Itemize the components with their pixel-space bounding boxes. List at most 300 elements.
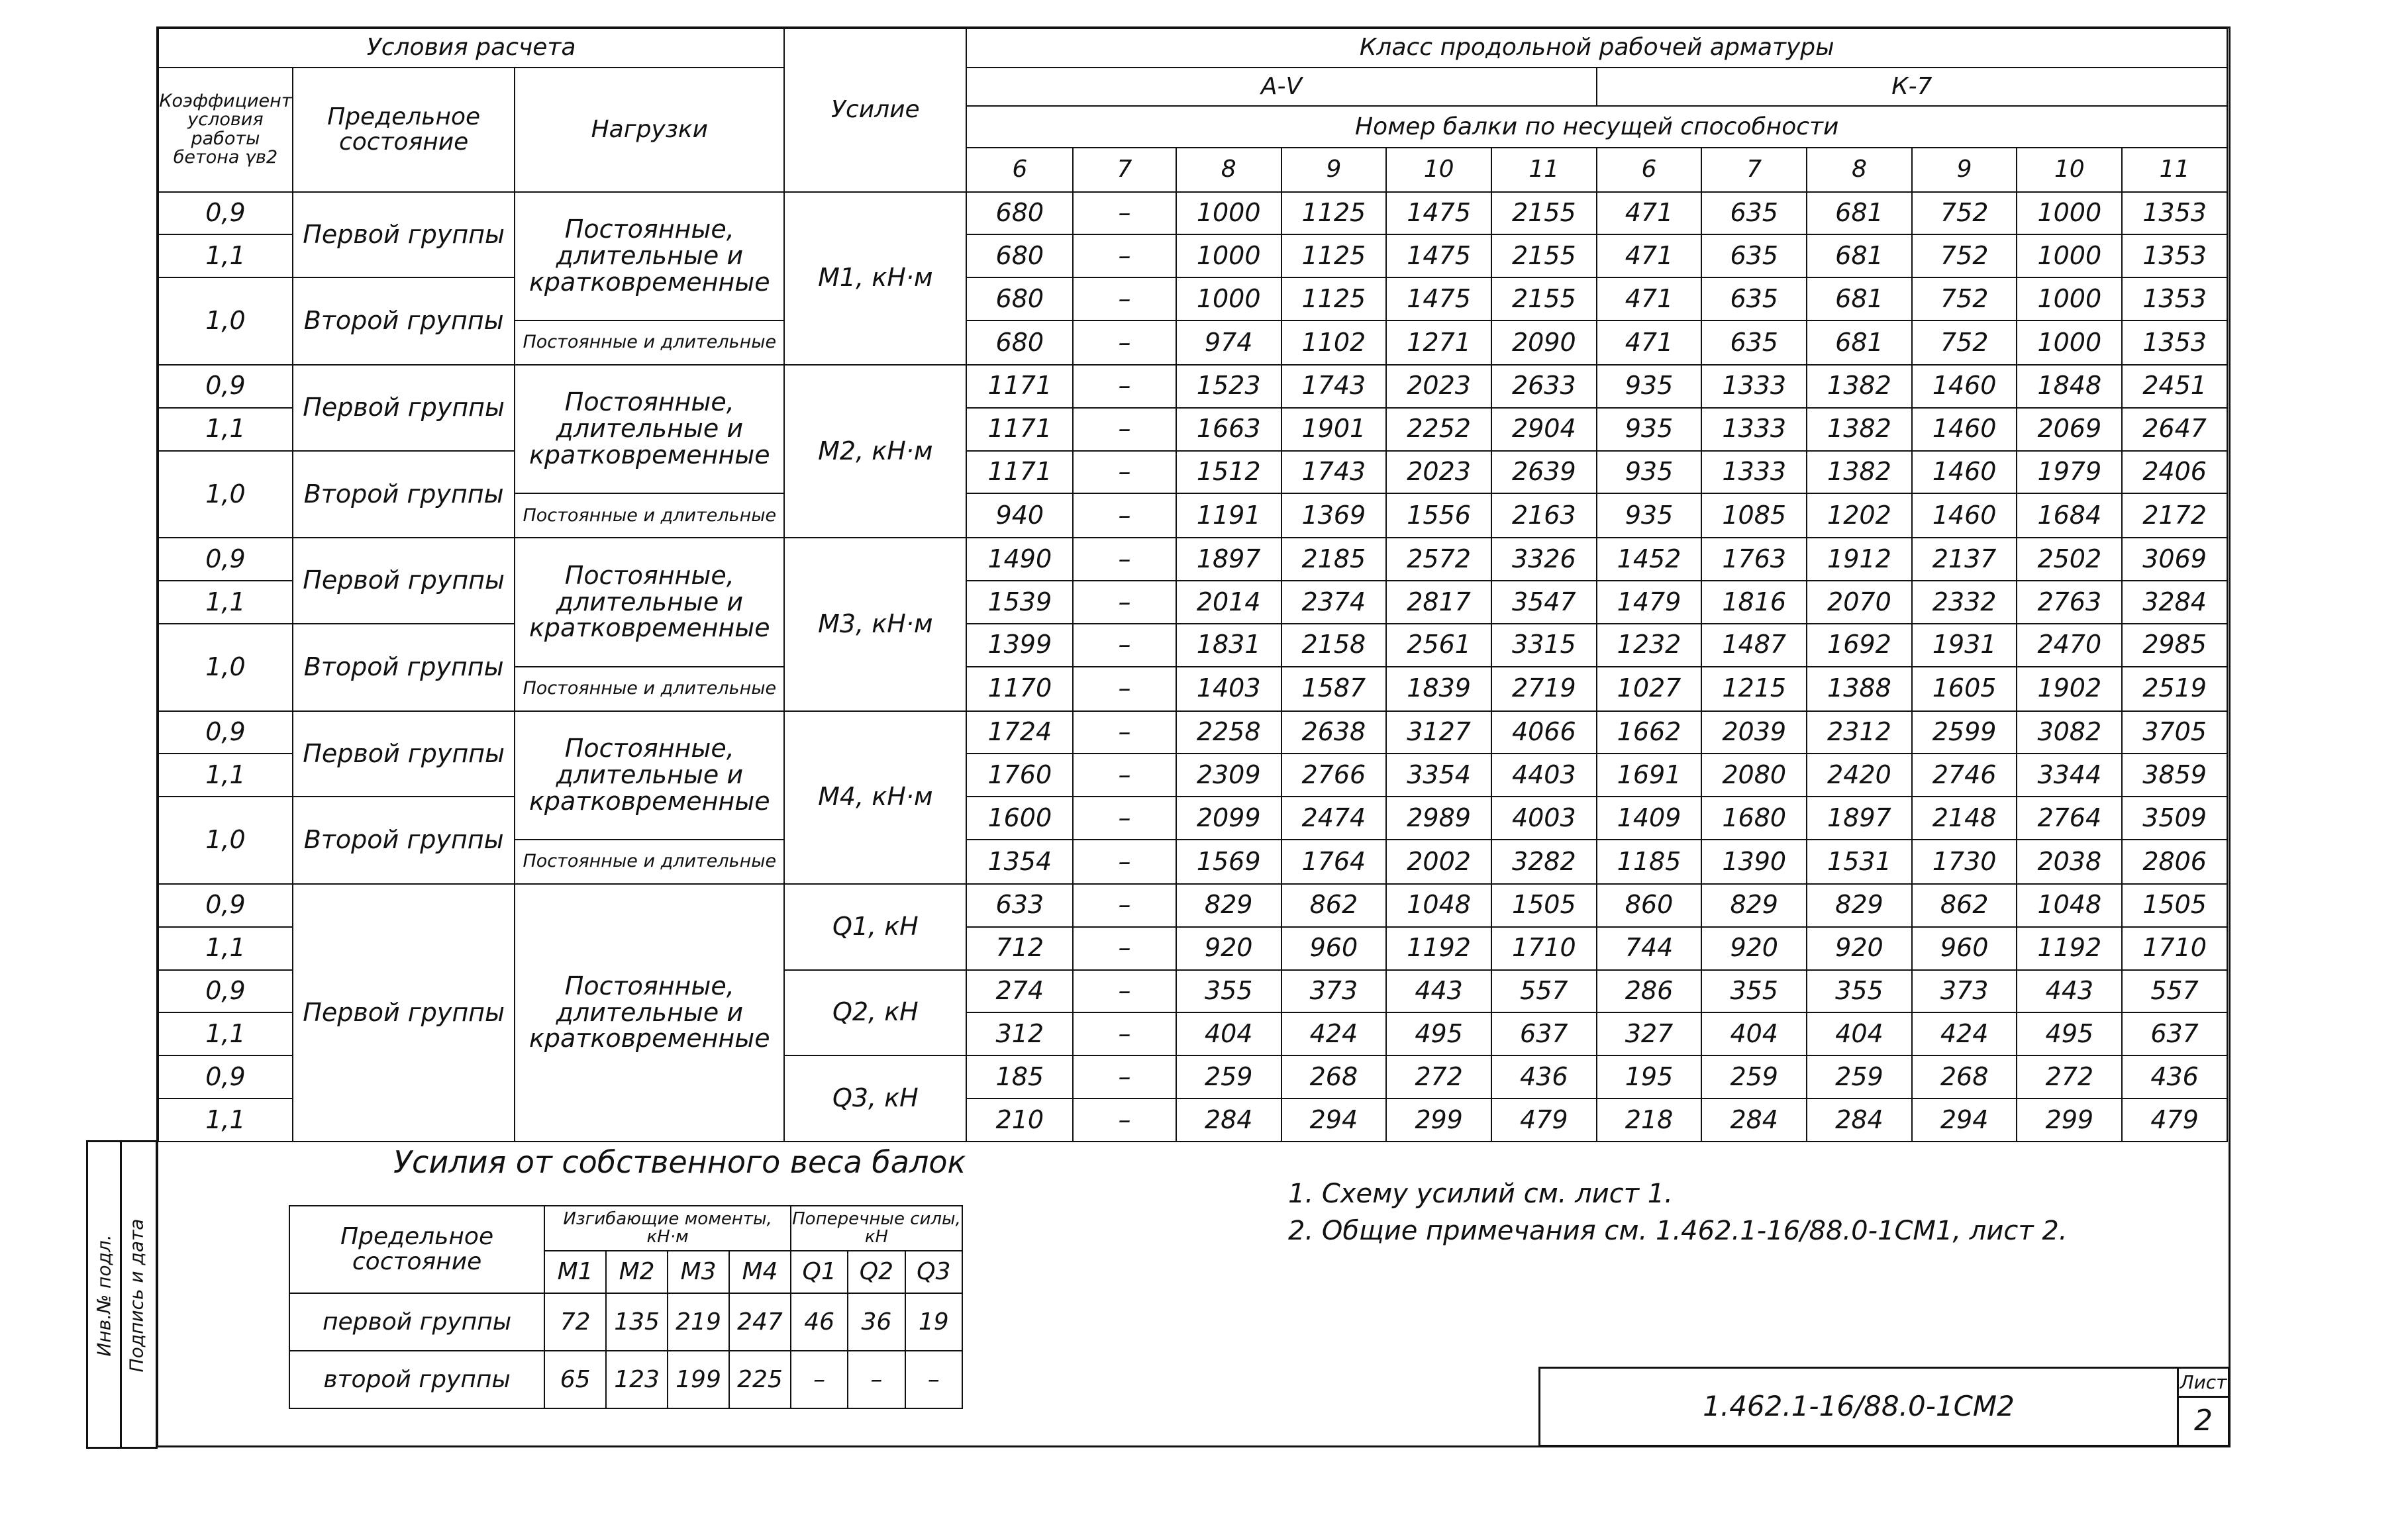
value-cell: 1490 xyxy=(966,538,1073,581)
class-a-header: А-Ⅴ xyxy=(966,68,1596,107)
value-cell: – xyxy=(1073,884,1176,927)
value-cell: 284 xyxy=(1701,1099,1807,1142)
value-cell: 1912 xyxy=(1807,538,1912,581)
value-cell: 404 xyxy=(1701,1012,1807,1055)
sheet-number: 2 xyxy=(2178,1397,2229,1446)
value-cell: 1000 xyxy=(2017,234,2122,277)
loads-full: Постоянные, длительные и кратковременные xyxy=(515,538,784,666)
value-cell: 1333 xyxy=(1701,451,1807,494)
value-cell: 1724 xyxy=(966,711,1073,754)
value-cell: 1452 xyxy=(1597,538,1702,581)
value-cell: 829 xyxy=(1701,884,1807,927)
coef-cell: 1,1 xyxy=(158,754,293,797)
value-cell: 2638 xyxy=(1281,711,1387,754)
value-cell: 2090 xyxy=(1491,320,1597,365)
coef-cell: 1,1 xyxy=(158,927,293,970)
value-cell: 1202 xyxy=(1807,493,1912,538)
value-cell: – xyxy=(1073,754,1176,797)
value-cell: 1691 xyxy=(1597,754,1702,797)
value-cell: 2252 xyxy=(1386,408,1491,451)
col-k-8: 8 xyxy=(1807,148,1912,192)
value-cell: 2332 xyxy=(1912,581,2017,624)
value-cell: 752 xyxy=(1912,320,2017,365)
value-cell: 1460 xyxy=(1912,451,2017,494)
value-cell: 680 xyxy=(966,320,1073,365)
class-k-header: К-7 xyxy=(1597,68,2227,107)
value-cell: – xyxy=(1073,320,1176,365)
value-cell: 2633 xyxy=(1491,365,1597,408)
value-cell: 1839 xyxy=(1386,667,1491,711)
loads-full: Постоянные, длительные и кратковременные xyxy=(515,711,784,840)
value-cell: 424 xyxy=(1912,1012,2017,1055)
value-cell: 1479 xyxy=(1597,581,1702,624)
sw-value: 46 xyxy=(791,1293,848,1351)
value-cell: 299 xyxy=(1386,1099,1491,1142)
value-cell: 3082 xyxy=(2017,711,2122,754)
value-cell: 2023 xyxy=(1386,365,1491,408)
value-cell: 920 xyxy=(1701,927,1807,970)
value-cell: 436 xyxy=(2122,1055,2227,1099)
coef-cell: 0,9 xyxy=(158,711,293,754)
value-cell: 1170 xyxy=(966,667,1073,711)
value-cell: – xyxy=(1073,192,1176,235)
limit-second-group: Второй группы xyxy=(293,277,515,365)
coef-cell: 1,1 xyxy=(158,1012,293,1055)
value-cell: 2406 xyxy=(2122,451,2227,494)
col-a-11: 11 xyxy=(1491,148,1597,192)
value-cell: 327 xyxy=(1597,1012,1702,1055)
sw-col-M4: M4 xyxy=(729,1251,791,1293)
coef-cell: 0,9 xyxy=(158,365,293,408)
value-cell: 2312 xyxy=(1807,711,1912,754)
value-cell: 443 xyxy=(2017,970,2122,1013)
value-cell: 2985 xyxy=(2122,624,2227,667)
value-cell: 2904 xyxy=(1491,408,1597,451)
value-cell: 1487 xyxy=(1701,624,1807,667)
value-cell: 299 xyxy=(2017,1099,2122,1142)
value-cell: 1692 xyxy=(1807,624,1912,667)
value-cell: 633 xyxy=(966,884,1073,927)
value-cell: – xyxy=(1073,234,1176,277)
coef-cell: 0,9 xyxy=(158,192,293,235)
value-cell: 1730 xyxy=(1912,840,2017,884)
value-cell: – xyxy=(1073,451,1176,494)
value-cell: 185 xyxy=(966,1055,1073,1099)
col-k-6: 6 xyxy=(1597,148,1702,192)
sw-col-Q1: Q1 xyxy=(791,1251,848,1293)
value-cell: 1897 xyxy=(1176,538,1281,581)
value-cell: 471 xyxy=(1597,234,1702,277)
value-cell: 680 xyxy=(966,277,1073,320)
value-cell: – xyxy=(1073,538,1176,581)
value-cell: 2309 xyxy=(1176,754,1281,797)
value-cell: 862 xyxy=(1281,884,1387,927)
value-cell: – xyxy=(1073,1055,1176,1099)
value-cell: 1475 xyxy=(1386,277,1491,320)
loads-full: Постоянные, длительные и кратковременные xyxy=(515,884,784,1142)
value-cell: 1232 xyxy=(1597,624,1702,667)
value-cell: 637 xyxy=(2122,1012,2227,1055)
coef-cell: 1,0 xyxy=(158,624,293,711)
value-cell: 557 xyxy=(1491,970,1597,1013)
value-cell: 635 xyxy=(1701,320,1807,365)
value-cell: 681 xyxy=(1807,277,1912,320)
value-cell: 680 xyxy=(966,192,1073,235)
value-cell: 960 xyxy=(1281,927,1387,970)
value-cell: 2719 xyxy=(1491,667,1597,711)
value-cell: 1102 xyxy=(1281,320,1387,365)
value-cell: 3547 xyxy=(1491,581,1597,624)
value-cell: 1388 xyxy=(1807,667,1912,711)
sw-value: 19 xyxy=(905,1293,962,1351)
coef-cell: 1,1 xyxy=(158,234,293,277)
value-cell: 1409 xyxy=(1597,797,1702,840)
value-cell: 2817 xyxy=(1386,581,1491,624)
value-cell: 1587 xyxy=(1281,667,1387,711)
value-cell: – xyxy=(1073,667,1176,711)
value-cell: 681 xyxy=(1807,234,1912,277)
limit-first-group: Первой группы xyxy=(293,538,515,624)
value-cell: 424 xyxy=(1281,1012,1387,1055)
value-cell: 259 xyxy=(1807,1055,1912,1099)
value-cell: 272 xyxy=(2017,1055,2122,1099)
value-cell: 862 xyxy=(1912,884,2017,927)
limit-state-header: Предельное состояние xyxy=(293,68,515,192)
sw-value: 65 xyxy=(544,1351,606,1408)
value-cell: 1353 xyxy=(2122,277,2227,320)
value-cell: 1171 xyxy=(966,365,1073,408)
value-cell: 272 xyxy=(1386,1055,1491,1099)
value-cell: 1710 xyxy=(2122,927,2227,970)
force-q3: Q3, кН xyxy=(784,1055,966,1142)
value-cell: 2155 xyxy=(1491,192,1597,235)
value-cell: 1333 xyxy=(1701,365,1807,408)
value-cell: 1475 xyxy=(1386,234,1491,277)
value-cell: 1512 xyxy=(1176,451,1281,494)
value-cell: 1816 xyxy=(1701,581,1807,624)
sw-row-label: первой группы xyxy=(289,1293,544,1351)
value-cell: – xyxy=(1073,365,1176,408)
value-cell: 2502 xyxy=(2017,538,2122,581)
value-cell: 1475 xyxy=(1386,192,1491,235)
sign-label: Подпись и дата xyxy=(125,1218,148,1373)
value-cell: 712 xyxy=(966,927,1073,970)
value-cell: 1460 xyxy=(1912,493,2017,538)
value-cell: 1505 xyxy=(2122,884,2227,927)
value-cell: 1979 xyxy=(2017,451,2122,494)
value-cell: 1125 xyxy=(1281,234,1387,277)
value-cell: 2766 xyxy=(1281,754,1387,797)
coef-cell: 1,0 xyxy=(158,797,293,884)
note-2: 2. Общие примечания см. 1.462.1-16/88.0-1СМ1, лист 2. xyxy=(1288,1216,2068,1246)
value-cell: 2038 xyxy=(2017,840,2122,884)
sw-value: – xyxy=(791,1351,848,1408)
value-cell: 1684 xyxy=(2017,493,2122,538)
sw-value: 36 xyxy=(848,1293,905,1351)
coef-cell: 0,9 xyxy=(158,1055,293,1099)
value-cell: 974 xyxy=(1176,320,1281,365)
value-cell: 1680 xyxy=(1701,797,1807,840)
value-cell: 286 xyxy=(1597,970,1702,1013)
value-cell: 1185 xyxy=(1597,840,1702,884)
value-cell: 1333 xyxy=(1701,408,1807,451)
value-cell: 1662 xyxy=(1597,711,1702,754)
value-cell: 1000 xyxy=(2017,192,2122,235)
value-cell: 1027 xyxy=(1597,667,1702,711)
force-m1: M1, кН·м xyxy=(784,192,966,365)
value-cell: 2069 xyxy=(2017,408,2122,451)
sw-value: 219 xyxy=(668,1293,729,1351)
sw-bending-header: Изгибающие моменты, кН·м xyxy=(544,1206,791,1251)
value-cell: 744 xyxy=(1597,927,1702,970)
value-cell: 436 xyxy=(1491,1055,1597,1099)
value-cell: 1831 xyxy=(1176,624,1281,667)
force-q2: Q2, кН xyxy=(784,970,966,1056)
value-cell: 2519 xyxy=(2122,667,2227,711)
value-cell: 2070 xyxy=(1807,581,1912,624)
col-k-7: 7 xyxy=(1701,148,1807,192)
value-cell: 2763 xyxy=(2017,581,2122,624)
loads-permanent: Постоянные и длительные xyxy=(515,840,784,884)
value-cell: 1460 xyxy=(1912,365,2017,408)
value-cell: 2163 xyxy=(1491,493,1597,538)
sw-row-label: второй группы xyxy=(289,1351,544,1408)
value-cell: 3859 xyxy=(2122,754,2227,797)
value-cell: 1710 xyxy=(1491,927,1597,970)
coef-header: Коэффициент условия работы бетона γв2 xyxy=(158,68,293,192)
value-cell: 1901 xyxy=(1281,408,1387,451)
value-cell: 2185 xyxy=(1281,538,1387,581)
value-cell: 1600 xyxy=(966,797,1073,840)
loads-permanent: Постоянные и длительные xyxy=(515,320,784,365)
value-cell: 752 xyxy=(1912,234,2017,277)
value-cell: 1353 xyxy=(2122,234,2227,277)
sw-value: 199 xyxy=(668,1351,729,1408)
value-cell: 1569 xyxy=(1176,840,1281,884)
loads-full: Постоянные, длительные и кратковременные xyxy=(515,192,784,320)
value-cell: 3705 xyxy=(2122,711,2227,754)
value-cell: 2746 xyxy=(1912,754,2017,797)
value-cell: 2002 xyxy=(1386,840,1491,884)
value-cell: 1000 xyxy=(2017,320,2122,365)
limit-second-group: Второй группы xyxy=(293,624,515,711)
value-cell: 3315 xyxy=(1491,624,1597,667)
value-cell: 404 xyxy=(1807,1012,1912,1055)
sw-value: 135 xyxy=(606,1293,668,1351)
sw-value: 247 xyxy=(729,1293,791,1351)
value-cell: 2099 xyxy=(1176,797,1281,840)
col-k-9: 9 xyxy=(1912,148,2017,192)
value-cell: 1125 xyxy=(1281,277,1387,320)
value-cell: 4066 xyxy=(1491,711,1597,754)
value-cell: 2158 xyxy=(1281,624,1387,667)
coef-cell: 0,9 xyxy=(158,884,293,927)
value-cell: 1085 xyxy=(1701,493,1807,538)
force-m4: M4, кН·м xyxy=(784,711,966,884)
value-cell: 284 xyxy=(1807,1099,1912,1142)
value-cell: 2148 xyxy=(1912,797,2017,840)
value-cell: 294 xyxy=(1912,1099,2017,1142)
side-stamp xyxy=(86,1140,158,1449)
value-cell: 1897 xyxy=(1807,797,1912,840)
sw-col-M1: M1 xyxy=(544,1251,606,1293)
value-cell: – xyxy=(1073,840,1176,884)
value-cell: 355 xyxy=(1701,970,1807,1013)
value-cell: 1382 xyxy=(1807,365,1912,408)
value-cell: 3284 xyxy=(2122,581,2227,624)
value-cell: 1460 xyxy=(1912,408,2017,451)
value-cell: 752 xyxy=(1912,192,2017,235)
value-cell: – xyxy=(1073,408,1176,451)
value-cell: – xyxy=(1073,624,1176,667)
value-cell: 2374 xyxy=(1281,581,1387,624)
value-cell: 404 xyxy=(1176,1012,1281,1055)
value-cell: 2647 xyxy=(2122,408,2227,451)
value-cell: 1171 xyxy=(966,451,1073,494)
value-cell: 1399 xyxy=(966,624,1073,667)
value-cell: 294 xyxy=(1281,1099,1387,1142)
value-cell: 1000 xyxy=(1176,192,1281,235)
value-cell: 960 xyxy=(1912,927,2017,970)
value-cell: 1403 xyxy=(1176,667,1281,711)
value-cell: 635 xyxy=(1701,234,1807,277)
value-cell: 1192 xyxy=(1386,927,1491,970)
value-cell: 495 xyxy=(1386,1012,1491,1055)
value-cell: – xyxy=(1073,1012,1176,1055)
value-cell: 2451 xyxy=(2122,365,2227,408)
value-cell: 373 xyxy=(1281,970,1387,1013)
loads-full: Постоянные, длительные и кратковременные xyxy=(515,365,784,493)
col-a-10: 10 xyxy=(1386,148,1491,192)
limit-second-group: Второй группы xyxy=(293,797,515,884)
sw-value: – xyxy=(848,1351,905,1408)
sw-value: 72 xyxy=(544,1293,606,1351)
value-cell: – xyxy=(1073,493,1176,538)
value-cell: 2155 xyxy=(1491,277,1597,320)
value-cell: 935 xyxy=(1597,493,1702,538)
value-cell: 3282 xyxy=(1491,840,1597,884)
value-cell: 1743 xyxy=(1281,451,1387,494)
value-cell: 2155 xyxy=(1491,234,1597,277)
note-1: 1. Схему усилий см. лист 1. xyxy=(1288,1179,1673,1209)
value-cell: 1760 xyxy=(966,754,1073,797)
value-cell: 1192 xyxy=(2017,927,2122,970)
force-m2: M2, кН·м xyxy=(784,365,966,538)
value-cell: 2420 xyxy=(1807,754,1912,797)
rebar-class-header: Класс продольной рабочей арматуры xyxy=(966,28,2227,68)
limit-first-group: Первой группы xyxy=(293,192,515,278)
value-cell: 2639 xyxy=(1491,451,1597,494)
value-cell: 3069 xyxy=(2122,538,2227,581)
value-cell: 1048 xyxy=(2017,884,2122,927)
value-cell: 752 xyxy=(1912,277,2017,320)
sw-col-M3: M3 xyxy=(668,1251,729,1293)
value-cell: 1191 xyxy=(1176,493,1281,538)
value-cell: – xyxy=(1073,711,1176,754)
value-cell: 218 xyxy=(1597,1099,1702,1142)
value-cell: 829 xyxy=(1176,884,1281,927)
loads-header: Нагрузки xyxy=(515,68,784,192)
value-cell: 2014 xyxy=(1176,581,1281,624)
limit-second-group: Второй группы xyxy=(293,451,515,538)
value-cell: 479 xyxy=(2122,1099,2227,1142)
value-cell: 259 xyxy=(1701,1055,1807,1099)
value-cell: 2806 xyxy=(2122,840,2227,884)
coef-cell: 0,9 xyxy=(158,538,293,581)
value-cell: 3509 xyxy=(2122,797,2227,840)
value-cell: 1902 xyxy=(2017,667,2122,711)
value-cell: 2258 xyxy=(1176,711,1281,754)
value-cell: 1271 xyxy=(1386,320,1491,365)
value-cell: 195 xyxy=(1597,1055,1702,1099)
document-code: 1.462.1-16/88.0-1СМ2 xyxy=(1540,1368,2178,1446)
value-cell: 259 xyxy=(1176,1055,1281,1099)
value-cell: 1743 xyxy=(1281,365,1387,408)
value-cell: 471 xyxy=(1597,192,1702,235)
value-cell: 1539 xyxy=(966,581,1073,624)
value-cell: 1353 xyxy=(2122,320,2227,365)
coef-cell: 1,1 xyxy=(158,1099,293,1142)
value-cell: 1531 xyxy=(1807,840,1912,884)
beam-number-header: Номер балки по несущей способности xyxy=(966,106,2227,148)
value-cell: 1125 xyxy=(1281,192,1387,235)
sw-col-Q3: Q3 xyxy=(905,1251,962,1293)
value-cell: – xyxy=(1073,927,1176,970)
value-cell: 1000 xyxy=(2017,277,2122,320)
coef-cell: 1,1 xyxy=(158,581,293,624)
value-cell: 1000 xyxy=(1176,234,1281,277)
value-cell: 1390 xyxy=(1701,840,1807,884)
value-cell: 1382 xyxy=(1807,451,1912,494)
value-cell: 4403 xyxy=(1491,754,1597,797)
value-cell: 1764 xyxy=(1281,840,1387,884)
value-cell: 1048 xyxy=(1386,884,1491,927)
sw-limit-state-header: Предельное состояние xyxy=(289,1206,544,1293)
value-cell: 2599 xyxy=(1912,711,2017,754)
value-cell: 355 xyxy=(1176,970,1281,1013)
value-cell: 920 xyxy=(1807,927,1912,970)
value-cell: 935 xyxy=(1597,451,1702,494)
value-cell: 2561 xyxy=(1386,624,1491,667)
value-cell: 681 xyxy=(1807,320,1912,365)
value-cell: – xyxy=(1073,970,1176,1013)
value-cell: 1354 xyxy=(966,840,1073,884)
limit-first-group: Первой группы xyxy=(293,711,515,797)
value-cell: 1848 xyxy=(2017,365,2122,408)
value-cell: 2080 xyxy=(1701,754,1807,797)
col-a-9: 9 xyxy=(1281,148,1387,192)
value-cell: 1556 xyxy=(1386,493,1491,538)
loads-permanent: Постоянные и длительные xyxy=(515,493,784,538)
value-cell: 557 xyxy=(2122,970,2227,1013)
value-cell: – xyxy=(1073,581,1176,624)
value-cell: 3326 xyxy=(1491,538,1597,581)
value-cell: 1605 xyxy=(1912,667,2017,711)
force-q1: Q1, кН xyxy=(784,884,966,970)
value-cell: 1382 xyxy=(1807,408,1912,451)
value-cell: 1931 xyxy=(1912,624,2017,667)
value-cell: 274 xyxy=(966,970,1073,1013)
value-cell: 268 xyxy=(1281,1055,1387,1099)
col-k-10: 10 xyxy=(2017,148,2122,192)
value-cell: 1505 xyxy=(1491,884,1597,927)
sw-value: 123 xyxy=(606,1351,668,1408)
value-cell: 355 xyxy=(1807,970,1912,1013)
col-a-6: 6 xyxy=(966,148,1073,192)
value-cell: 2989 xyxy=(1386,797,1491,840)
value-cell: 471 xyxy=(1597,320,1702,365)
value-cell: 312 xyxy=(966,1012,1073,1055)
